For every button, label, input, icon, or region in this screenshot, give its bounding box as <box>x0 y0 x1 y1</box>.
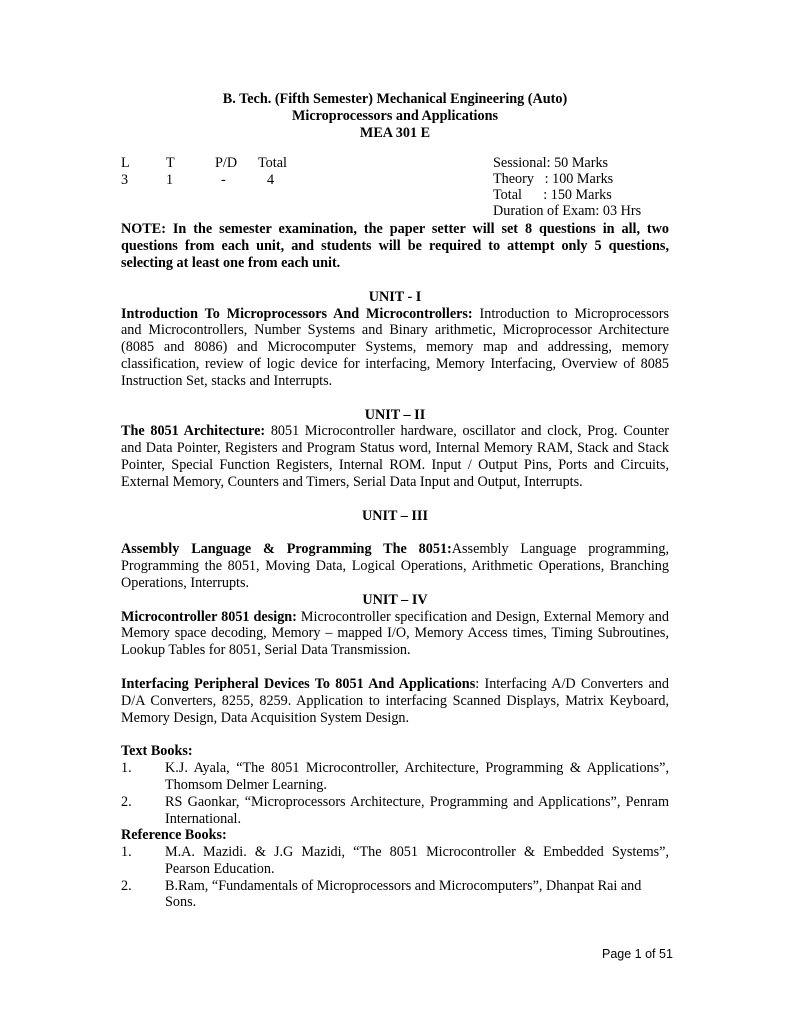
list-item <box>121 844 669 878</box>
ltp-header-l: L <box>121 155 130 172</box>
unit-1-description: Introduction to Microprocessors and Microcontrollers, Number Systems and Binary arithmetic, Microprocessor Architecture (8085 and 8086) and Microcomputer Systems, memory map and addressing, memory classification, review of logic device for interfacing, Memory Interfacing, Overview of 8085 Instruction Set, stacks and Interrupts. <box>121 305 669 389</box>
book-citation: B.Ram, “Fundamentals of Microprocessors and Microcomputers”, Dhanpat Rai and Sons. <box>165 877 642 911</box>
unit-3-topic: Assembly Language & Programming The 8051: <box>121 541 452 558</box>
reference-books-list <box>121 844 669 911</box>
unit-4-topic-b: Interfacing Peripheral Devices To 8051 And Applications <box>121 675 476 692</box>
unit-3-content <box>121 541 669 591</box>
book-citation: K.J. Ayala, “The 8051 Microcontroller, Architecture, Programming & Applications”, Thomsom Delmer Learning. <box>165 760 669 793</box>
unit-4-content-b <box>121 676 669 726</box>
theory-marks: Theory : 100 Marks <box>493 171 614 188</box>
credits-and-marks <box>121 155 669 223</box>
unit-4-topic-a: Microcontroller 8051 design: <box>121 608 297 625</box>
exam-note: NOTE: In the semester examination, the paper setter will set 8 questions in all, two questions from each unit, and students will be required to attempt only 5 questions, selecting at least one from each unit. <box>121 221 669 271</box>
ltp-col-l <box>121 155 130 189</box>
list-item <box>121 878 669 912</box>
unit-4-description-b: : Interfacing A/D Converters and D/A Converters, 8255, 8259. Application to interfacing Scanned Displays, Matrix Keyboard, Memory Design, Data Acquisition System Design. <box>121 675 669 726</box>
syllabus-page <box>121 91 669 911</box>
list-number: 2. <box>121 877 132 894</box>
unit-2-title: UNIT – II <box>364 406 426 423</box>
ltp-header-t: T <box>166 155 175 172</box>
subject-title: Microprocessors and Applications <box>292 107 498 124</box>
text-books-heading: Text Books: <box>121 743 193 760</box>
unit-3-description: Assembly Language programming, Programming the 8051, Moving Data, Logical Operations, Arithmetic Operations, Branching Operations, Interrupts. <box>121 541 669 591</box>
list-number: 1. <box>121 760 132 777</box>
ltp-col-pd <box>215 155 237 189</box>
sessional-marks: Sessional: 50 Marks <box>493 155 609 172</box>
page-number: Page 1 of 51 <box>602 947 673 961</box>
unit-4-content-a <box>121 609 669 659</box>
list-item <box>121 794 669 828</box>
ltp-header-pd: P/D <box>215 155 238 172</box>
ltp-col-t <box>166 155 175 189</box>
document-header <box>121 91 669 141</box>
list-number: 1. <box>121 844 132 861</box>
unit-1-topic: Introduction To Microprocessors And Microcontrollers: <box>121 305 473 322</box>
reference-books-heading: Reference Books: <box>121 827 227 844</box>
total-marks: Total : 150 Marks <box>493 187 612 204</box>
ltp-value-total: 4 <box>267 172 275 189</box>
course-title: B. Tech. (Fifth Semester) Mechanical Engineering (Auto) <box>222 91 568 107</box>
unit-4-title: UNIT – IV <box>362 591 428 608</box>
unit-1-content <box>121 306 669 390</box>
list-number: 2. <box>121 793 132 810</box>
exam-duration: Duration of Exam: 03 Hrs <box>493 203 642 220</box>
book-citation: RS Gaonkar, “Microprocessors Architecture, Programming and Applications”, Penram International. <box>165 793 669 827</box>
text-books-list <box>121 760 669 827</box>
list-item <box>121 760 669 794</box>
unit-4-description-a: Microcontroller specification and Design, External Memory and Memory space decoding, Memory – mapped I/O, Memory Access times, Timing Subroutines, Lookup Tables for 8051, Serial Data Transmission. <box>121 608 669 659</box>
ltp-value-pd: - <box>221 172 226 189</box>
book-citation: M.A. Mazidi. & J.G Mazidi, “The 8051 Microcontroller & Embedded Systems”, Pearson Education. <box>165 844 669 877</box>
ltp-col-total <box>258 155 287 189</box>
ltp-header-total: Total <box>258 155 287 172</box>
unit-2-topic: The 8051 Architecture: <box>121 423 266 440</box>
unit-3-title: UNIT – III <box>362 507 428 524</box>
unit-2-description: 8051 Microcontroller hardware, oscillator and clock, Prog. Counter and Data Pointer, Registers and Program Status word, Internal Memory RAM, Stack and Stack Pointer, Special Function Registers, Internal ROM. Input / Output Pins, Ports and Circuits, External Memory, Counters and Timers, Serial Data Input and Output, Interrupts. <box>121 423 670 490</box>
ltp-value-l: 3 <box>121 172 129 189</box>
unit-2-content <box>121 423 669 490</box>
subject-code: MEA 301 E <box>359 124 431 141</box>
marks-block <box>493 155 641 219</box>
unit-1-title: UNIT - I <box>368 288 422 305</box>
ltp-value-t: 1 <box>166 172 174 189</box>
